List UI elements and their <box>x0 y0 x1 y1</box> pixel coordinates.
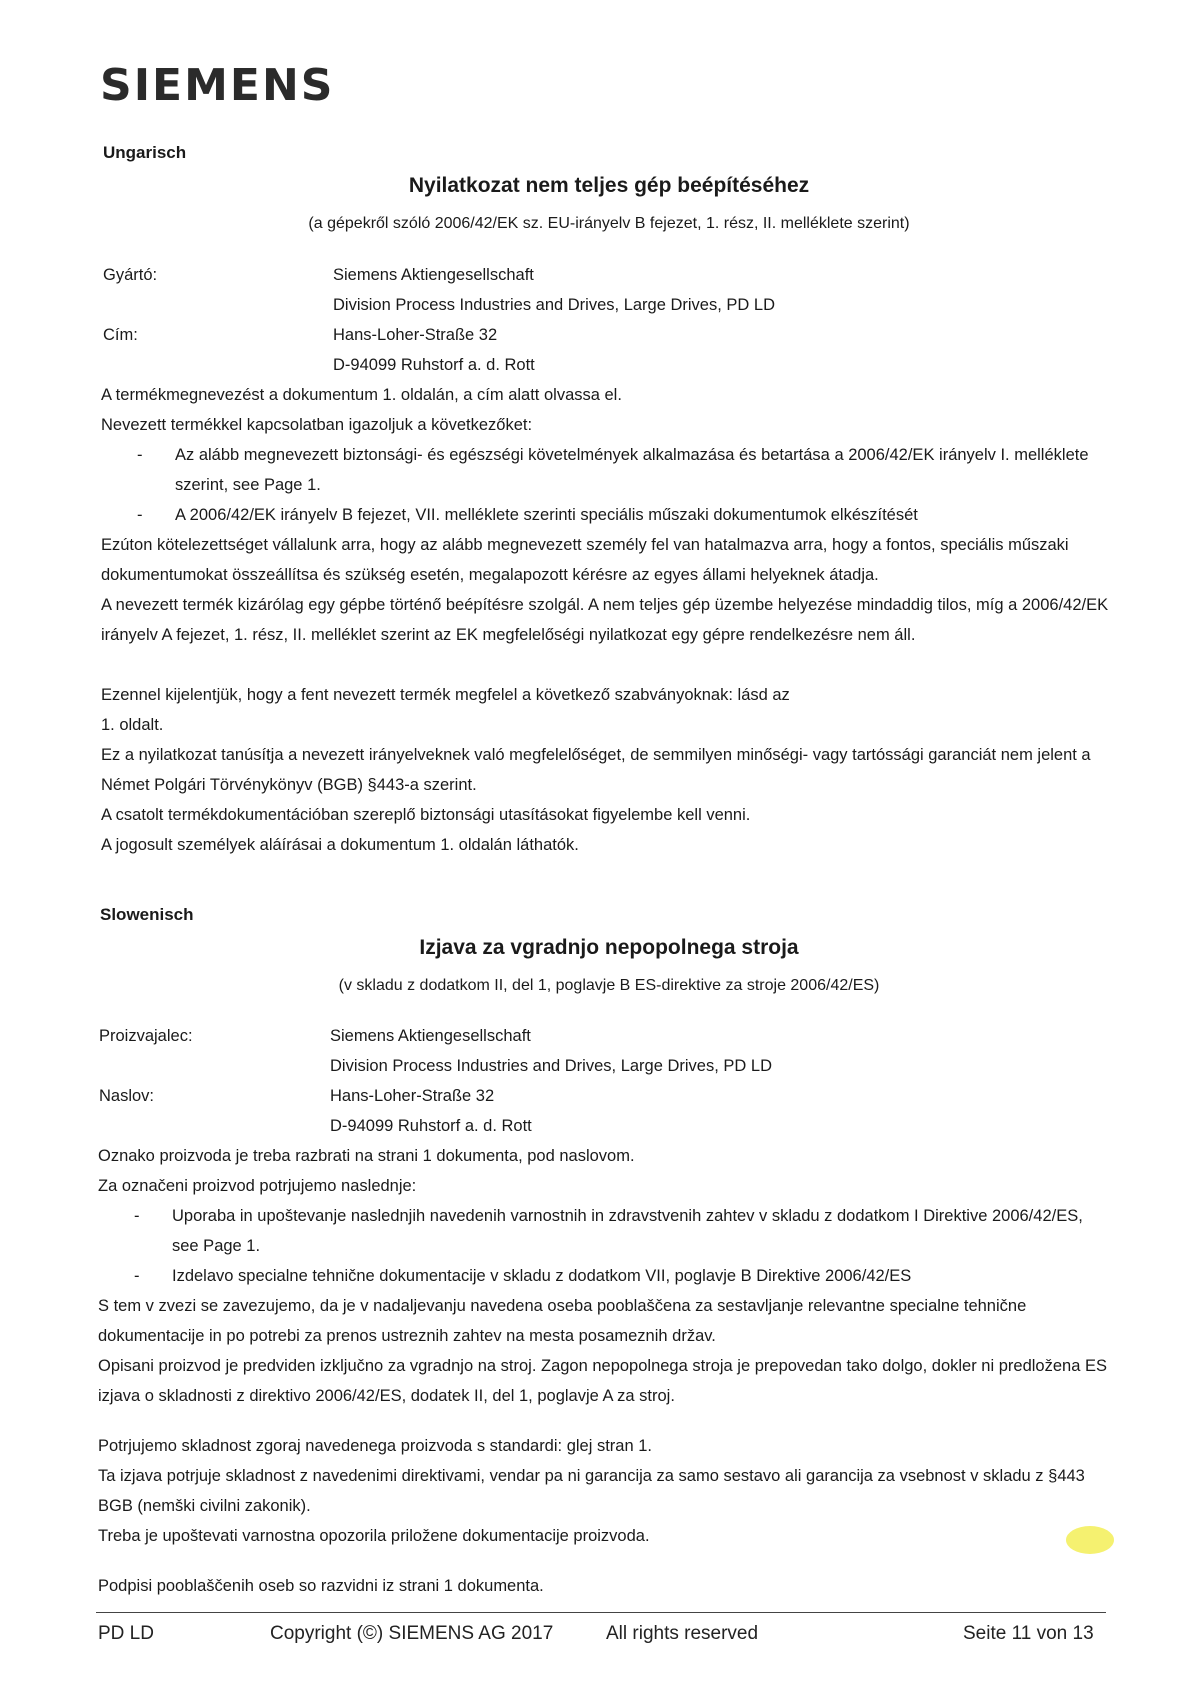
paragraph: Opisani proizvod je predviden izključno za vgradnjo na stroj. Zagon nepopolnega stroja je prepovedan tako dolgo, dokler ni predložena ES izjava o skladnosti z direktivo 2006/42/ES, dodatek II, del 1, poglavje A za stroj. <box>98 1357 1107 1405</box>
manufacturer-division: Division Process Industries and Drives, Large Drives, PD LD <box>330 1057 772 1075</box>
bullet-list <box>134 1201 1092 1291</box>
list-item: - A 2006/42/EK irányelv B fejezet, VII. melléklete szerinti speciális műszaki dokumentumok elkészítését <box>137 506 918 524</box>
paragraph: 1. oldalt. <box>101 716 164 734</box>
section-title-slovenian: Izjava za vgradnjo nepopolnega stroja <box>419 936 799 959</box>
address-label: Naslov: <box>99 1087 155 1105</box>
section-subtitle-slovenian: (v skladu z dodatkom II, del 1, poglavje B ES-direktive za stroje 2006/42/ES) <box>338 977 880 994</box>
paragraph: A termékmegnevezést a dokumentum 1. oldalán, a cím alatt olvassa el. <box>101 386 622 404</box>
paragraph: Za označeni proizvod potrjujemo naslednje: <box>98 1177 417 1195</box>
address-label: Cím: <box>103 326 138 344</box>
paragraph: A csatolt termékdokumentációban szereplő biztonsági utasításokat figyelembe kell venni. <box>101 806 751 824</box>
paragraph: Treba je upoštevati varnostna opozorila priložene dokumentacije proizvoda. <box>98 1527 650 1545</box>
address-city: D-94099 Ruhstorf a. d. Rott <box>333 356 535 374</box>
siemens-logo: SIEMENS <box>100 60 335 111</box>
address-street: Hans-Loher-Straße 32 <box>330 1087 495 1105</box>
highlighter-mark <box>1066 1526 1114 1554</box>
paragraph: Nevezett termékkel kapcsolatban igazoljuk a következőket: <box>101 416 533 434</box>
list-item: - Az alább megnevezett biztonsági- és egészségi követelmények alkalmazása és betartása a 2006/42/EK irányelv I. melléklete szerint, see Page 1. <box>137 446 1089 494</box>
bullet-list <box>137 440 1115 530</box>
paragraph: Ezúton kötelezettséget vállalunk arra, hogy az alább megnevezett személy fel van hatalmazva arra, hogy a fontos, speciális műszaki dokumentumokat összeállítsa és szükség esetén, megalapozott kérésre az egyes állami helyeknek átadja. <box>101 536 1069 584</box>
list-item: - Uporaba in upoštevanje naslednjih navedenih varnostnih in zdravstvenih zahtev v skladu z dodatkom I Direktive 2006/42/ES, see Page 1. <box>134 1207 1083 1255</box>
list-item: - Izdelavo specialne tehnične dokumentacije v skladu z dodatkom VII, poglavje B Direktive 2006/42/ES <box>134 1267 912 1285</box>
paragraph: Potrjujemo skladnost zgoraj navedenega proizvoda s standardi: glej stran 1. <box>98 1437 652 1455</box>
footer-page-number: Seite 11 von 13 <box>963 1623 1094 1644</box>
address-street: Hans-Loher-Straße 32 <box>333 326 498 344</box>
manufacturer-name: Siemens Aktiengesellschaft <box>330 1027 531 1045</box>
manufacturer-label: Gyártó: <box>103 266 158 284</box>
manufacturer-name: Siemens Aktiengesellschaft <box>333 266 534 284</box>
section-title-hungarian: Nyilatkozat nem teljes gép beépítéséhez <box>408 174 810 197</box>
section-language-hungarian: Ungarisch <box>103 143 187 162</box>
footer-copyright: Copyright (©) SIEMENS AG 2017 <box>270 1623 554 1644</box>
paragraph: S tem v zvezi se zavezujemo, da je v nadaljevanju navedena oseba pooblaščena za sestavljanje relevantne specialne tehnične dokumentacije in po potrebi za prenos ustreznih zahtev na mesta posameznih držav. <box>98 1297 1027 1345</box>
paragraph: A nevezett termék kizárólag egy gépbe történő beépítésre szolgál. A nem teljes gép üzembe helyezése mindaddig tilos, míg a 2006/42/EK irányelv A fejezet, 1. rész, II. melléklet szerint az EK megfelelőségi nyilatkozat egy gépre rendelkezésre nem áll. <box>101 596 1109 644</box>
paragraph: Ez a nyilatkozat tanúsítja a nevezett irányelveknek való megfelelőséget, de semmilyen minőségi- vagy tartóssági garanciát nem jelent a Német Polgári Törvénykönyv (BGB) §443-a szerint. <box>101 746 1091 794</box>
footer-department: PD LD <box>98 1623 154 1644</box>
paragraph: Podpisi pooblaščenih oseb so razvidni iz strani 1 dokumenta. <box>98 1577 544 1595</box>
section-subtitle-hungarian: (a gépekről szóló 2006/42/EK sz. EU-irányelv B fejezet, 1. rész, II. melléklete szerint) <box>308 215 910 232</box>
paragraph: Ezennel kijelentjük, hogy a fent nevezett termék megfelel a következő szabványoknak: lásd az <box>101 686 790 704</box>
paragraph: Oznako proizvoda je treba razbrati na strani 1 dokumenta, pod naslovom. <box>98 1147 635 1165</box>
paragraph: Ta izjava potrjuje skladnost z navedenimi direktivami, vendar pa ni garancija za samo sestavo ali garancija za vsebnost v skladu z §443 BGB (nemški civilni zakonik). <box>98 1467 1085 1515</box>
footer-divider <box>96 1612 1106 1613</box>
manufacturer-division: Division Process Industries and Drives, Large Drives, PD LD <box>333 296 775 314</box>
section-language-slovenian: Slowenisch <box>100 905 194 924</box>
manufacturer-label: Proizvajalec: <box>99 1027 193 1045</box>
paragraph: A jogosult személyek aláírásai a dokumentum 1. oldalán láthatók. <box>101 836 579 854</box>
footer-rights: All rights reserved <box>606 1623 759 1644</box>
address-city: D-94099 Ruhstorf a. d. Rott <box>330 1117 532 1135</box>
